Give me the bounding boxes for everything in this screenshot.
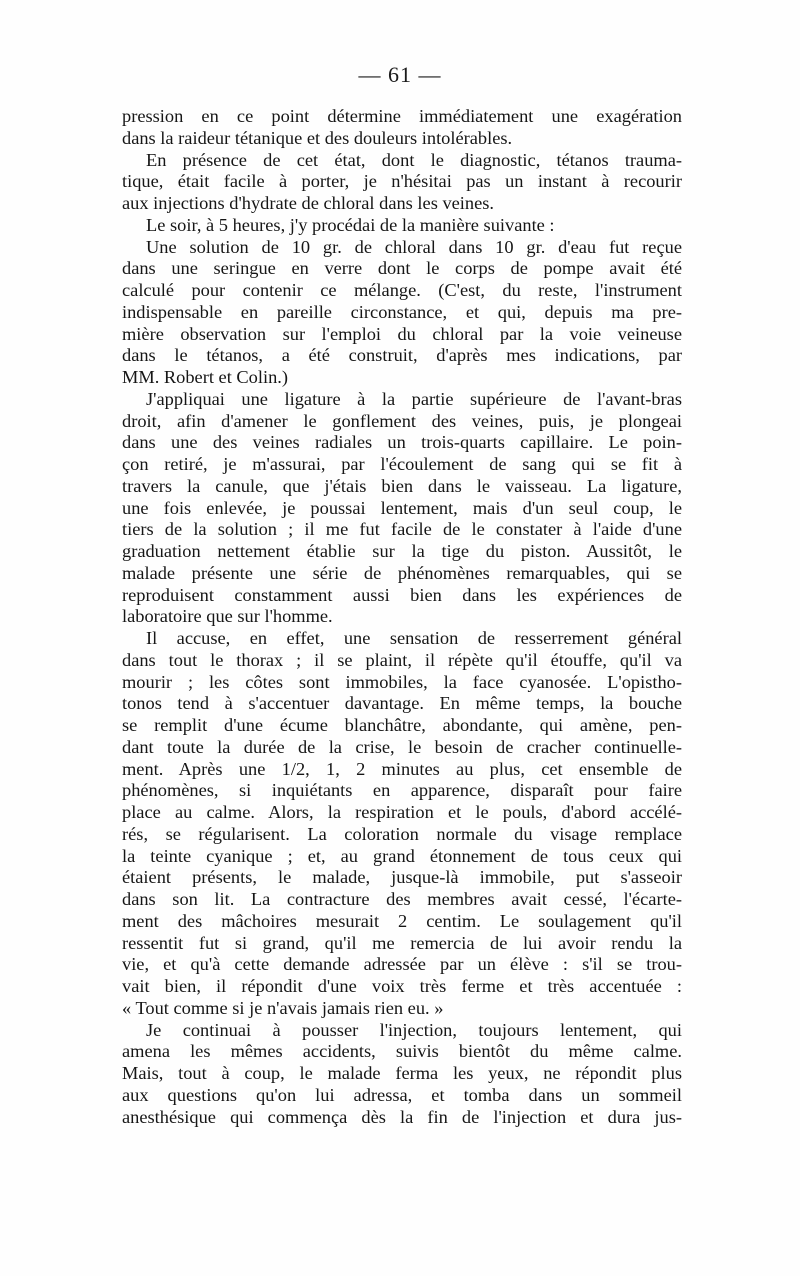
text-line: place au calme. Alors, la respiration et le pouls, d'abord accélé- (122, 802, 682, 822)
text-line: malade présente une série de phénomènes remarquables, qui se (122, 562, 682, 583)
text-line: dant toute la durée de la crise, le besoin de cracher continuelle- (122, 736, 682, 757)
paragraph-start-line: Il accuse, en effet, une sensation de resserrement général (146, 628, 682, 648)
text-line: tique, était facile à porter, je n'hésitai pas un instant à recourir (122, 171, 682, 192)
page-number: — 61 — (358, 62, 442, 87)
text-line: reproduisent constamment aussi bien dans les expériences de (122, 584, 682, 605)
text-line: indispensable en pareille circonstance, et qui, depuis ma pre- (122, 301, 682, 322)
text-line: tiers de la solution ; il me fut facile de le constater à l'aide d'une (122, 519, 682, 540)
text-line: aux questions qu'on lui adressa, et tomba dans un sommeil (122, 1084, 682, 1105)
text-line: ment. Après une 1/2, 1, 2 minutes au plus, cet ensemble de (122, 758, 682, 779)
paragraph-start-line: En présence de cet état, dont le diagnostic, tétanos trauma- (146, 149, 682, 170)
text-line: étaient présents, le malade, jusque-là immobile, put s'asseoir (122, 867, 682, 888)
text-line: ressentit fut si grand, qu'il me remercia de lui avoir rendu la (122, 932, 682, 953)
text-line: Mais, tout à coup, le malade ferma les yeux, ne répondit plus (122, 1063, 682, 1083)
text-line: tonos tend à s'accentuer davantage. En même temps, la bouche (122, 693, 682, 714)
body-text (122, 106, 682, 1128)
text-line: anesthésique qui commença dès la fin de l'injection et dura jus- (122, 1106, 682, 1127)
paragraph-start-line: Le soir, à 5 heures, j'y procédai de la manière suivante : (146, 214, 555, 235)
text-line: vie, et qu'à cette demande adressée par un élève : s'il se trou- (122, 954, 682, 975)
text-line: MM. Robert et Colin.) (122, 367, 289, 387)
text-line: çon retiré, je m'assurai, par l'écoulement de sang qui se fit à (122, 454, 682, 474)
paragraph-start-line: Une solution de 10 gr. de chloral dans 10 gr. d'eau fut reçue (146, 236, 682, 257)
text-line: dans la raideur tétanique et des douleurs intolérables. (122, 127, 513, 148)
paragraph-start-line: Je continuai à pousser l'injection, toujours lentement, qui (146, 1019, 682, 1040)
text-line: mière observation sur l'emploi du chloral par la voie veineuse (122, 323, 682, 344)
text-line: se remplit d'une écume blanchâtre, abondante, qui amène, pen- (122, 715, 682, 735)
text-line: dans une des veines radiales un trois-quarts capillaire. Le poin- (122, 432, 682, 453)
text-line: laboratoire que sur l'homme. (122, 606, 333, 627)
text-line: dans le tétanos, a été construit, d'après mes indications, par (122, 345, 682, 366)
text-line: dans tout le thorax ; il se plaint, il répète qu'il étouffe, qu'il va (122, 649, 682, 670)
text-line: aux injections d'hydrate de chloral dans les veines. (122, 193, 495, 213)
text-line: graduation nettement établie sur la tige du piston. Aussitôt, le (122, 541, 682, 561)
text-line: rés, se régularisent. La coloration normale du visage remplace (122, 823, 682, 844)
text-line: droit, afin d'amener le gonflement des veines, puis, je plongeai (122, 410, 682, 431)
text-line: la teinte cyanique ; et, au grand étonnement de tous ceux qui (122, 845, 682, 866)
text-line: calculé pour contenir ce mélange. (C'est, du reste, l'instrument (122, 280, 682, 300)
text-line: travers la canule, que j'étais bien dans le vaisseau. La ligature, (122, 475, 682, 496)
text-line: ment des mâchoires mesurait 2 centim. Le soulagement qu'il (122, 910, 682, 931)
text-line: « Tout comme si je n'avais jamais rien eu. » (122, 997, 444, 1018)
text-line: une fois enlevée, je poussai lentement, mais d'un seul coup, le (122, 497, 682, 518)
text-line: phénomènes, si inquiétants en apparence, disparaît pour faire (122, 780, 682, 801)
text-line: pression en ce point détermine immédiatement une exagération (122, 106, 682, 126)
text-line: dans une seringue en verre dont le corps de pompe avait été (122, 258, 682, 279)
text-line: amena les mêmes accidents, suivis bientôt du même calme. (122, 1041, 682, 1062)
text-line: vait bien, il répondit d'une voix très ferme et très accentuée : (122, 976, 682, 996)
text-line: mourir ; les côtes sont immobiles, la face cyanosée. L'opistho- (122, 671, 682, 692)
text-line: dans son lit. La contracture des membres avait cessé, l'écarte- (122, 889, 682, 909)
paragraph-start-line: J'appliquai une ligature à la partie supérieure de l'avant-bras (146, 388, 682, 409)
